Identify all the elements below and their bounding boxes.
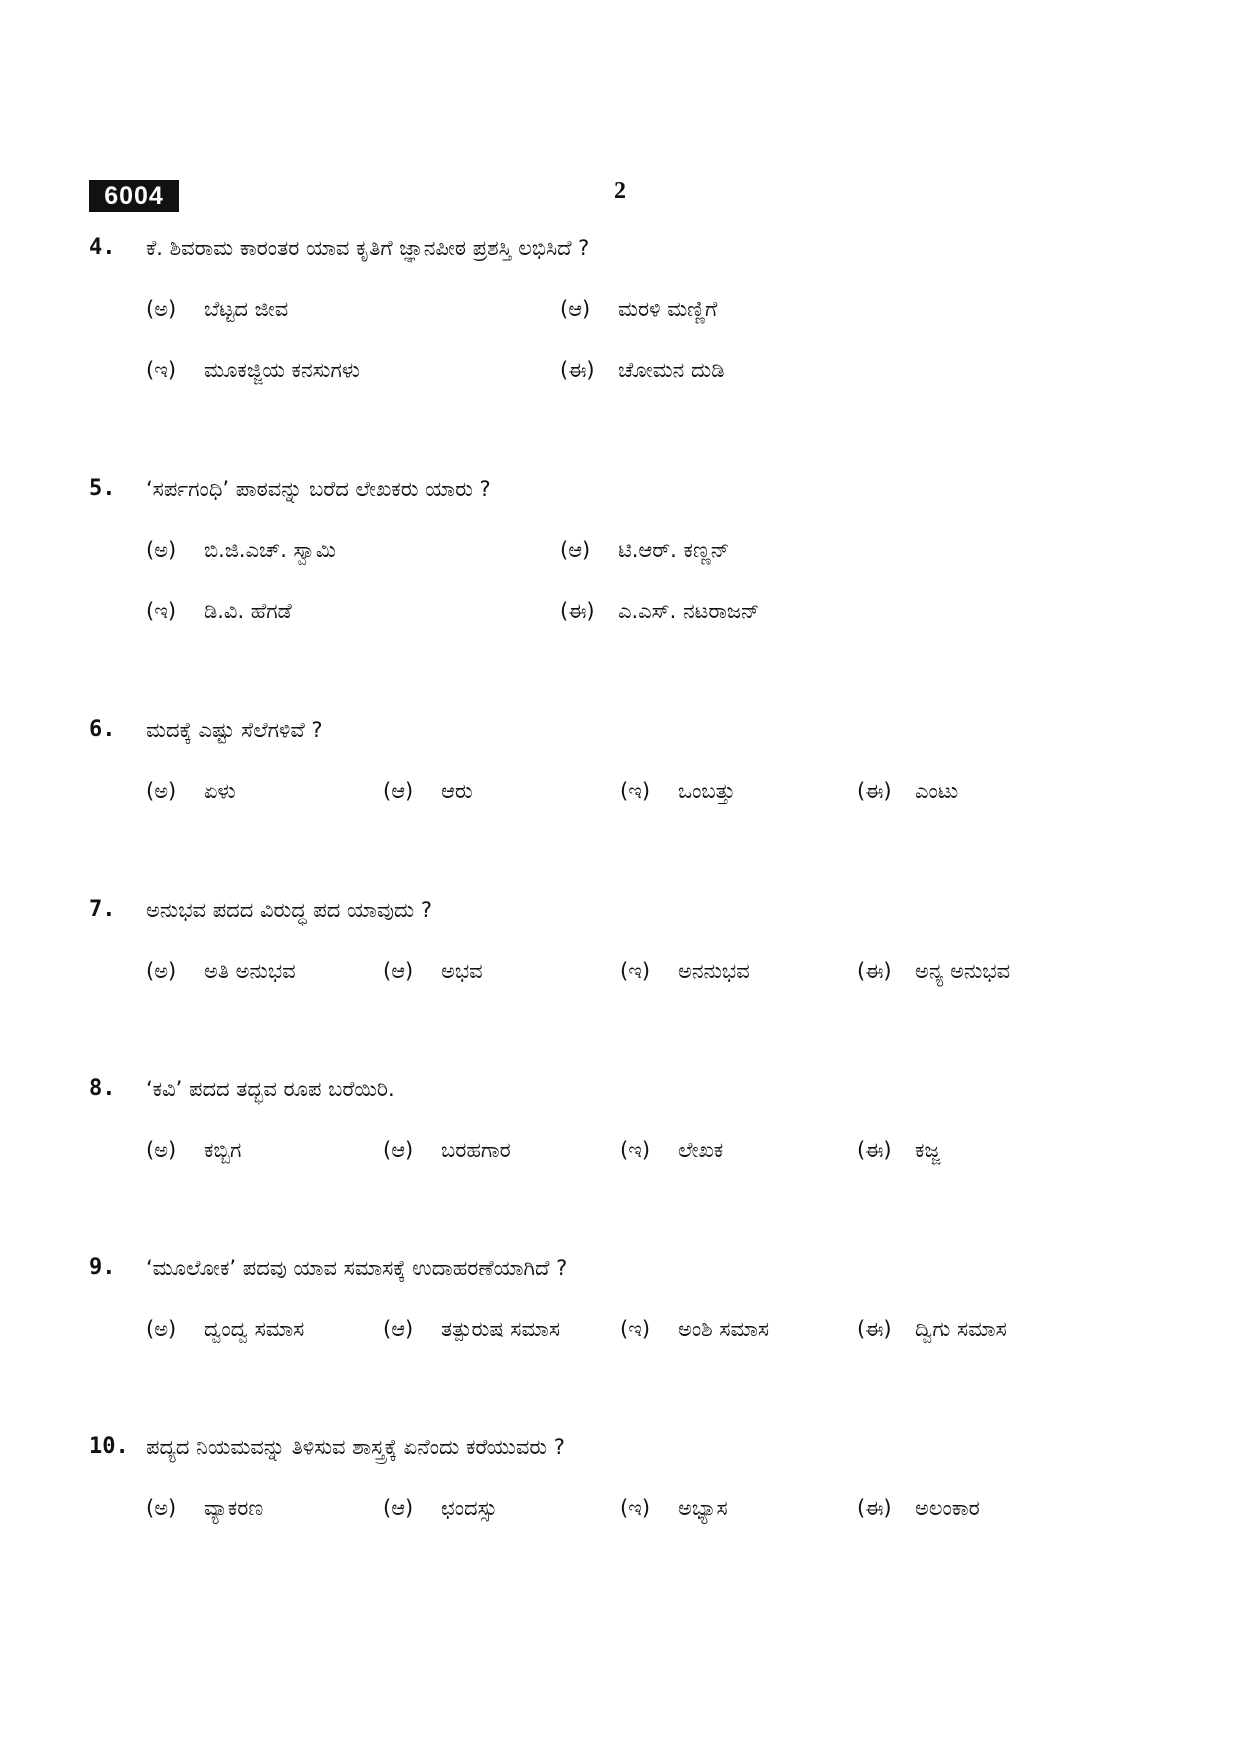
- option-a[interactable]: [146, 289, 288, 329]
- option-label: (ಅ): [146, 779, 177, 803]
- option-text: ಆರು: [441, 779, 473, 803]
- option-text: ಡಿ.ವಿ. ಹೆಗಡೆ: [204, 599, 292, 623]
- option-text: ಮರಳಿ ಮಣ್ಣಿಗೆ: [618, 297, 718, 321]
- option-i[interactable]: [146, 591, 292, 631]
- question-line: [0, 469, 1240, 509]
- option-aa[interactable]: [560, 530, 729, 570]
- option-label: (ಇ): [146, 358, 177, 382]
- question-number: 8.: [89, 1076, 116, 1101]
- option-text: ಅನ್ಯ ಅನುಭವ: [915, 959, 1011, 983]
- option-text: ಛಂದಸ್ಸು: [441, 1496, 498, 1520]
- option-text: ಟಿ.ಆರ್. ಕಣ್ಣನ್: [618, 538, 730, 562]
- option-text: ಕಬ್ಬಿಗ: [204, 1138, 242, 1162]
- option-text: ತತ್ಪುರುಷ ಸಮಾಸ: [441, 1317, 560, 1341]
- option-label: (ಈ): [857, 959, 892, 983]
- option-label: (ಆ): [383, 779, 414, 803]
- question-number: 4.: [89, 235, 116, 260]
- option-ii[interactable]: [560, 350, 724, 390]
- option-ii[interactable]: [857, 1309, 1007, 1349]
- option-label: (ಇ): [146, 599, 177, 623]
- option-text: ದ್ವಿಗು ಸಮಾಸ: [915, 1317, 1007, 1341]
- option-label: (ಈ): [857, 1317, 892, 1341]
- option-label: (ಆ): [383, 1138, 414, 1162]
- option-aa[interactable]: [383, 1488, 497, 1528]
- option-label: (ಇ): [620, 1317, 651, 1341]
- option-label: (ಆ): [383, 959, 414, 983]
- option-label: (ಈ): [560, 358, 595, 382]
- option-label: (ಆ): [383, 1317, 414, 1341]
- option-label: (ಅ): [146, 1138, 177, 1162]
- option-label: (ಅ): [146, 297, 177, 321]
- option-label: (ಈ): [857, 1496, 892, 1520]
- option-aa[interactable]: [383, 1309, 560, 1349]
- option-text: ಅನನುಭವ: [678, 959, 750, 983]
- option-a[interactable]: [146, 951, 296, 991]
- option-ii[interactable]: [857, 1130, 940, 1170]
- option-text: ಬರಹಗಾರ: [441, 1138, 511, 1162]
- option-a[interactable]: [146, 771, 236, 811]
- option-text: ಕಜ್ಜ: [915, 1138, 940, 1162]
- option-aa[interactable]: [383, 771, 473, 811]
- question-text: ಕೆ. ಶಿವರಾಮ ಕಾರಂತರ ಯಾವ ಕೃತಿಗೆ ಜ್ಞಾನಪೀಠ ಪ್ರಶಸ್ತಿ ಲಭಿಸಿದೆ ?: [146, 236, 590, 260]
- option-aa[interactable]: [383, 951, 483, 991]
- question-line: [0, 228, 1240, 268]
- question-line: [0, 1248, 1240, 1288]
- option-i[interactable]: [620, 771, 735, 811]
- option-text: ಅಭ್ಯಾಸ: [678, 1496, 728, 1520]
- option-label: (ಅ): [146, 1317, 177, 1341]
- option-label: (ಇ): [620, 1496, 651, 1520]
- option-text: ಚೋಮನ ದುಡಿ: [618, 358, 725, 382]
- option-a[interactable]: [146, 1130, 241, 1170]
- option-aa[interactable]: [560, 289, 717, 329]
- option-label: (ಇ): [620, 959, 651, 983]
- question-number: 9.: [89, 1255, 116, 1280]
- option-i[interactable]: [620, 1130, 723, 1170]
- option-label: (ಆ): [560, 297, 591, 321]
- option-text: ಒಂಬತ್ತು: [678, 779, 736, 803]
- option-text: ಏಳು: [204, 779, 236, 803]
- option-label: (ಈ): [560, 599, 595, 623]
- option-label: (ಆ): [383, 1496, 414, 1520]
- option-aa[interactable]: [383, 1130, 511, 1170]
- question-line: [0, 1427, 1240, 1467]
- option-label: (ಈ): [857, 779, 892, 803]
- option-label: (ಅ): [146, 538, 177, 562]
- option-label: (ಅ): [146, 959, 177, 983]
- question-text: ‘ಸರ್ಪಗಂಧಿ’ ಪಾಠವನ್ನು ಬರೆದ ಲೇಖಕರು ಯಾರು ?: [146, 477, 491, 501]
- question-number: 7.: [89, 897, 116, 922]
- question-text: ಪದ್ಯದ ನಿಯಮವನ್ನು ತಿಳಿಸುವ ಶಾಸ್ತ್ರಕ್ಕೆ ಏನೆಂದು ಕರೆಯುವರು ?: [146, 1435, 565, 1459]
- option-i[interactable]: [620, 1309, 769, 1349]
- question-line: [0, 710, 1240, 750]
- question-text: ಮದಕ್ಕೆ ಎಷ್ಟು ಸೆಲೆಗಳಿವೆ ?: [146, 718, 323, 742]
- option-text: ಬಿ.ಜಿ.ಎಚ್. ಸ್ವಾಮಿ: [204, 538, 336, 562]
- page-number: 2: [614, 178, 626, 204]
- option-ii[interactable]: [857, 1488, 980, 1528]
- option-label: (ಆ): [560, 538, 591, 562]
- question-text: ‘ಕವಿ’ ಪದದ ತದ್ಭವ ರೂಪ ಬರೆಯಿರಿ.: [146, 1077, 395, 1101]
- question-text: ಅನುಭವ ಪದದ ವಿರುದ್ಧ ಪದ ಯಾವುದು ?: [146, 898, 433, 922]
- question-number: 6.: [89, 717, 116, 742]
- option-ii[interactable]: [857, 951, 1010, 991]
- option-text: ಎ.ಎಸ್. ನಟರಾಜನ್: [618, 599, 760, 623]
- paper-code-badge: 6004: [89, 180, 179, 212]
- option-label: (ಇ): [620, 779, 651, 803]
- option-label: (ಅ): [146, 1496, 177, 1520]
- option-text: ವ್ಯಾಕರಣ: [204, 1496, 264, 1520]
- option-text: ಅಂಶಿ ಸಮಾಸ: [678, 1317, 770, 1341]
- question-number: 10.: [89, 1434, 129, 1459]
- option-label: (ಈ): [857, 1138, 892, 1162]
- option-text: ದ್ವಂದ್ವ ಸಮಾಸ: [204, 1317, 305, 1341]
- option-i[interactable]: [620, 1488, 728, 1528]
- option-ii[interactable]: [560, 591, 759, 631]
- option-text: ಎಂಟು: [915, 779, 959, 803]
- option-text: ಲೇಖಕ: [678, 1138, 724, 1162]
- question-text: ‘ಮೂಲೋಕ’ ಪದವು ಯಾವ ಸಮಾಸಕ್ಕೆ ಉದಾಹರಣೆಯಾಗಿದೆ ?: [146, 1256, 568, 1280]
- option-text: ಅಲಂಕಾರ: [915, 1496, 980, 1520]
- option-ii[interactable]: [857, 771, 958, 811]
- option-a[interactable]: [146, 1488, 263, 1528]
- option-text: ಬೆಟ್ಟದ ಜೀವ: [204, 297, 289, 321]
- option-text: ಮೂಕಜ್ಜಿಯ ಕನಸುಗಳು: [204, 358, 360, 382]
- question-line: [0, 890, 1240, 930]
- option-a[interactable]: [146, 530, 336, 570]
- option-label: (ಇ): [620, 1138, 651, 1162]
- option-i[interactable]: [146, 350, 360, 390]
- option-text: ಅತಿ ಅನುಭವ: [204, 959, 296, 983]
- question-number: 5.: [89, 476, 116, 501]
- option-a[interactable]: [146, 1309, 304, 1349]
- option-i[interactable]: [620, 951, 750, 991]
- question-line: [0, 1069, 1240, 1109]
- option-text: ಅಭವ: [441, 959, 483, 983]
